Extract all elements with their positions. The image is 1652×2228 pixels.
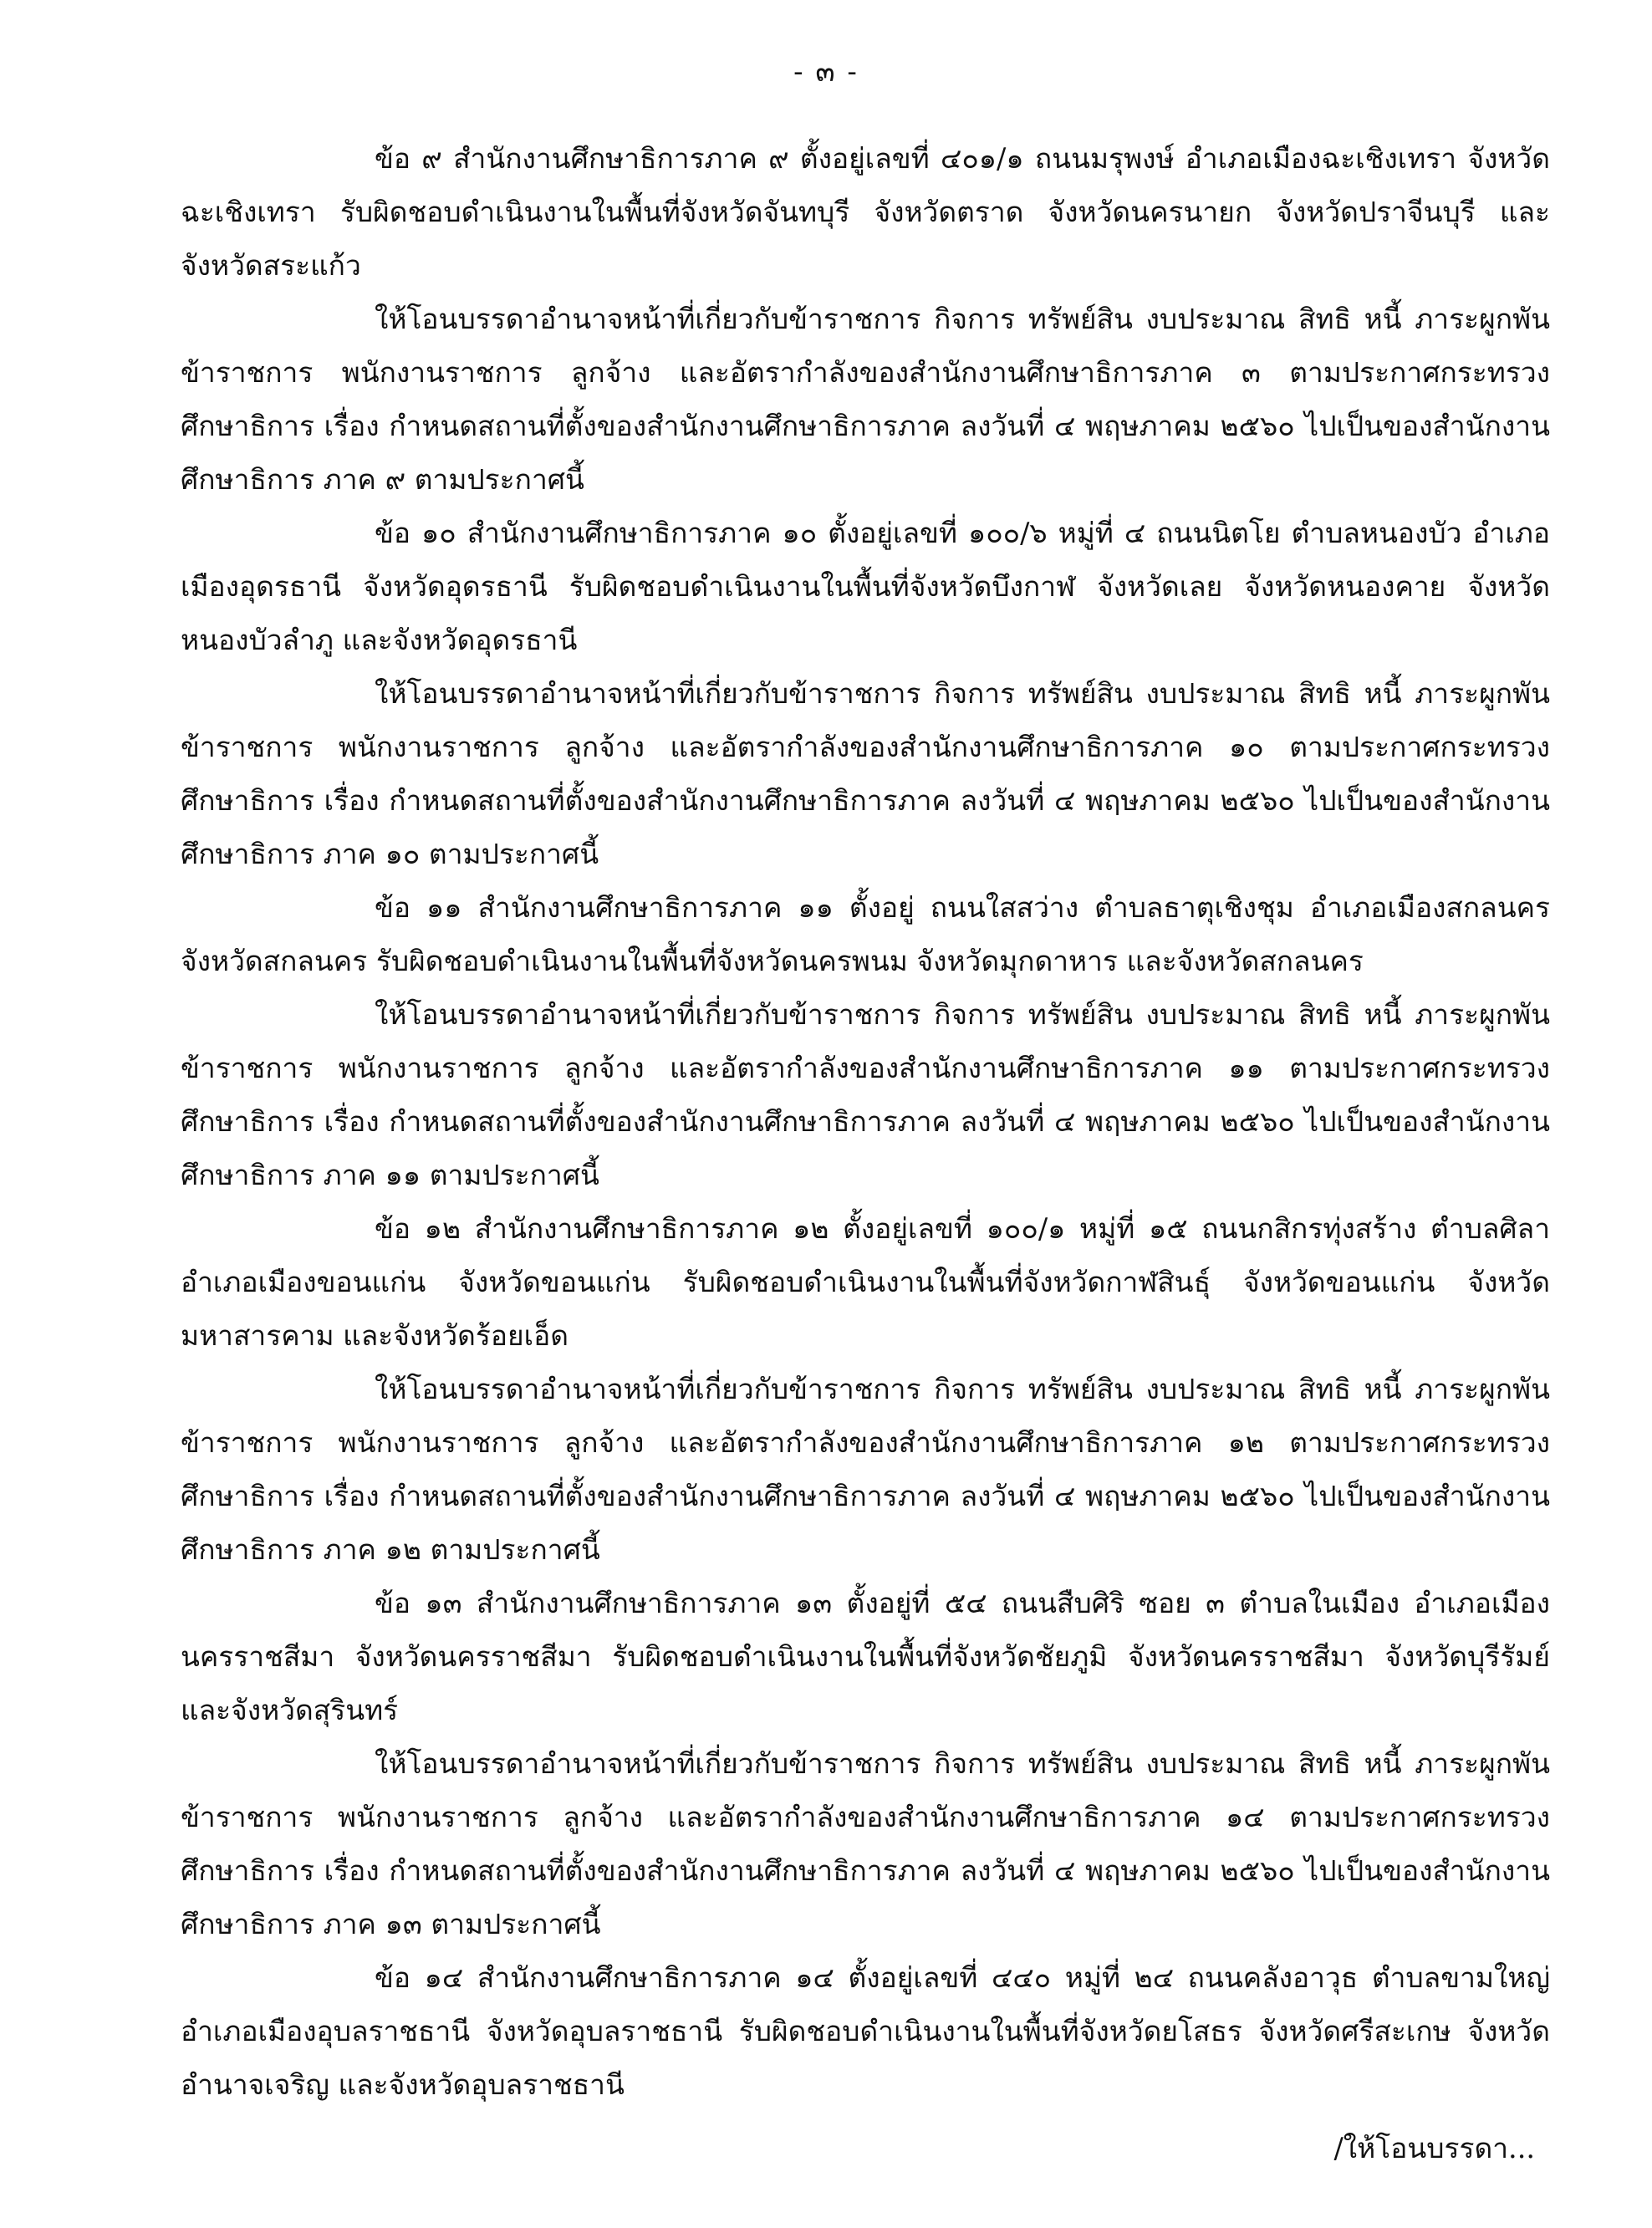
transfer-text: ให้โอนบรรดาอำนาจหน้าที่เกี่ยวกับข้าราชการ กิจการ ทรัพย์สิน งบประมาณ สิทธิ หนี้ ภาระผูกพัน ข้าราชการ พนักงานราชการ ลูกจ้าง และอัตรากำลังของสำนักงานศึกษาธิการภาค ๑๔ ตามประกาศกระทรวงศึกษาธิการ เรื่อง กำหนดสถานที่ตั้งของสำนักงานศึกษาธิการภาค ลงวันที่ ๔ พฤษภาคม ๒๕๖๐ ไปเป็นของสำนักงานศึกษาธิการ ภาค ๑๓ ตามประกาศนี้ — [181, 1747, 1550, 1940]
transfer-text: ให้โอนบรรดาอำนาจหน้าที่เกี่ยวกับข้าราชการ กิจการ ทรัพย์สิน งบประมาณ สิทธิ หนี้ ภาระผูกพัน ข้าราชการ พนักงานราชการ ลูกจ้าง และอัตรากำลังของสำนักงานศึกษาธิการภาค ๑๒ ตามประกาศกระทรวงศึกษาธิการ เรื่อง กำหนดสถานที่ตั้งของสำนักงานศึกษาธิการภาค ลงวันที่ ๔ พฤษภาคม ๒๕๖๐ ไปเป็นของสำนักงานศึกษาธิการ ภาค ๑๒ ตามประกาศนี้ — [181, 1373, 1550, 1566]
clause-text: ข้อ ๑๒ สำนักงานศึกษาธิการภาค ๑๒ ตั้งอยู่เลขที่ ๑๐๐/๑ หมู่ที่ ๑๕ ถนนกสิกรทุ่งสร้าง ตำบลศิลา อำเภอเมืองขอนแก่น จังหวัดขอนแก่น รับผิดชอบดำเนินงานในพื้นที่จังหวัดกาฬสินธุ์ จังหวัดขอนแก่น จังหวัดมหาสารคาม และจังหวัดร้อยเอ็ด — [181, 1212, 1550, 1352]
clause-13 — [181, 1577, 1550, 1951]
page-number: - ๓ - — [793, 55, 859, 89]
clause-text: ข้อ ๙ สำนักงานศึกษาธิการภาค ๙ ตั้งอยู่เลขที่ ๔๐๑/๑ ถนนมรุพงษ์ อำเภอเมืองฉะเชิงเทรา จังหวัดฉะเชิงเทรา รับผิดชอบดำเนินงานในพื้นที่จังหวัดจันทบุรี จังหวัดตราด จังหวัดนครนายก จังหวัดปราจีนบุรี และจังหวัดสระแก้ว — [181, 142, 1550, 282]
clause-12 — [181, 1202, 1550, 1577]
clause-text: ข้อ ๑๓ สำนักงานศึกษาธิการภาค ๑๓ ตั้งอยู่ที่ ๕๔ ถนนสืบศิริ ซอย ๓ ตำบลในเมือง อำเภอเมืองนครราชสีมา จังหวัดนครราชสีมา รับผิดชอบดำเนินงานในพื้นที่จังหวัดชัยภูมิ จังหวัดนครราชสีมา จังหวัดบุรีรัมย์ และจังหวัดสุรินทร์ — [181, 1587, 1550, 1726]
document-body — [181, 132, 1550, 2112]
transfer-text: ให้โอนบรรดาอำนาจหน้าที่เกี่ยวกับข้าราชการ กิจการ ทรัพย์สิน งบประมาณ สิทธิ หนี้ ภาระผูกพัน ข้าราชการ พนักงานราชการ ลูกจ้าง และอัตรากำลังของสำนักงานศึกษาธิการภาค ๑๐ ตามประกาศกระทรวงศึกษาธิการ เรื่อง กำหนดสถานที่ตั้งของสำนักงานศึกษาธิการภาค ลงวันที่ ๔ พฤษภาคม ๒๕๖๐ ไปเป็นของสำนักงานศึกษาธิการ ภาค ๑๐ ตามประกาศนี้ — [181, 677, 1550, 870]
clause-text: ข้อ ๑๑ สำนักงานศึกษาธิการภาค ๑๑ ตั้งอยู่ ถนนใสสว่าง ตำบลธาตุเชิงชุม อำเภอเมืองสกลนคร จังหวัดสกลนคร รับผิดชอบดำเนินงานในพื้นที่จังหวัดนครพนม จังหวัดมุกดาหาร และจังหวัดสกลนคร — [181, 891, 1550, 977]
clause-11 — [181, 881, 1550, 1202]
clause-10 — [181, 507, 1550, 881]
clause-9 — [181, 132, 1550, 507]
transfer-text: ให้โอนบรรดาอำนาจหน้าที่เกี่ยวกับข้าราชการ กิจการ ทรัพย์สิน งบประมาณ สิทธิ หนี้ ภาระผูกพัน ข้าราชการ พนักงานราชการ ลูกจ้าง และอัตรากำลังของสำนักงานศึกษาธิการภาค ๑๑ ตามประกาศกระทรวงศึกษาธิการ เรื่อง กำหนดสถานที่ตั้งของสำนักงานศึกษาธิการภาค ลงวันที่ ๔ พฤษภาคม ๒๕๖๐ ไปเป็นของสำนักงานศึกษาธิการ ภาค ๑๑ ตามประกาศนี้ — [181, 998, 1550, 1191]
transfer-text: ให้โอนบรรดาอำนาจหน้าที่เกี่ยวกับข้าราชการ กิจการ ทรัพย์สิน งบประมาณ สิทธิ หนี้ ภาระผูกพัน ข้าราชการ พนักงานราชการ ลูกจ้าง และอัตรากำลังของสำนักงานศึกษาธิการภาค ๓ ตามประกาศกระทรวงศึกษาธิการ เรื่อง กำหนดสถานที่ตั้งของสำนักงานศึกษาธิการภาค ลงวันที่ ๔ พฤษภาคม ๒๕๖๐ ไปเป็นของสำนักงานศึกษาธิการ ภาค ๙ ตามประกาศนี้ — [181, 303, 1550, 496]
continued-marker: /ให้โอนบรรดา... — [1333, 2132, 1535, 2164]
clause-14 — [181, 1951, 1550, 2112]
clause-text: ข้อ ๑๐ สำนักงานศึกษาธิการภาค ๑๐ ตั้งอยู่เลขที่ ๑๐๐/๖ หมู่ที่ ๔ ถนนนิตโย ตำบลหนองบัว อำเภอเมืองอุดรธานี จังหวัดอุดรธานี รับผิดชอบดำเนินงานในพื้นที่จังหวัดบึงกาฬ จังหวัดเลย จังหวัดหนองคาย จังหวัดหนองบัวลำภู และจังหวัดอุดรธานี — [181, 517, 1550, 656]
clause-text: ข้อ ๑๔ สำนักงานศึกษาธิการภาค ๑๔ ตั้งอยู่เลขที่ ๔๔๐ หมู่ที่ ๒๔ ถนนคลังอาวุธ ตำบลขามใหญ่ อำเภอเมืองอุบลราชธานี จังหวัดอุบลราชธานี รับผิดชอบดำเนินงานในพื้นที่จังหวัดยโสธร จังหวัดศรีสะเกษ จังหวัดอำนาจเจริญ และจังหวัดอุบลราชธานี — [181, 1961, 1550, 2101]
